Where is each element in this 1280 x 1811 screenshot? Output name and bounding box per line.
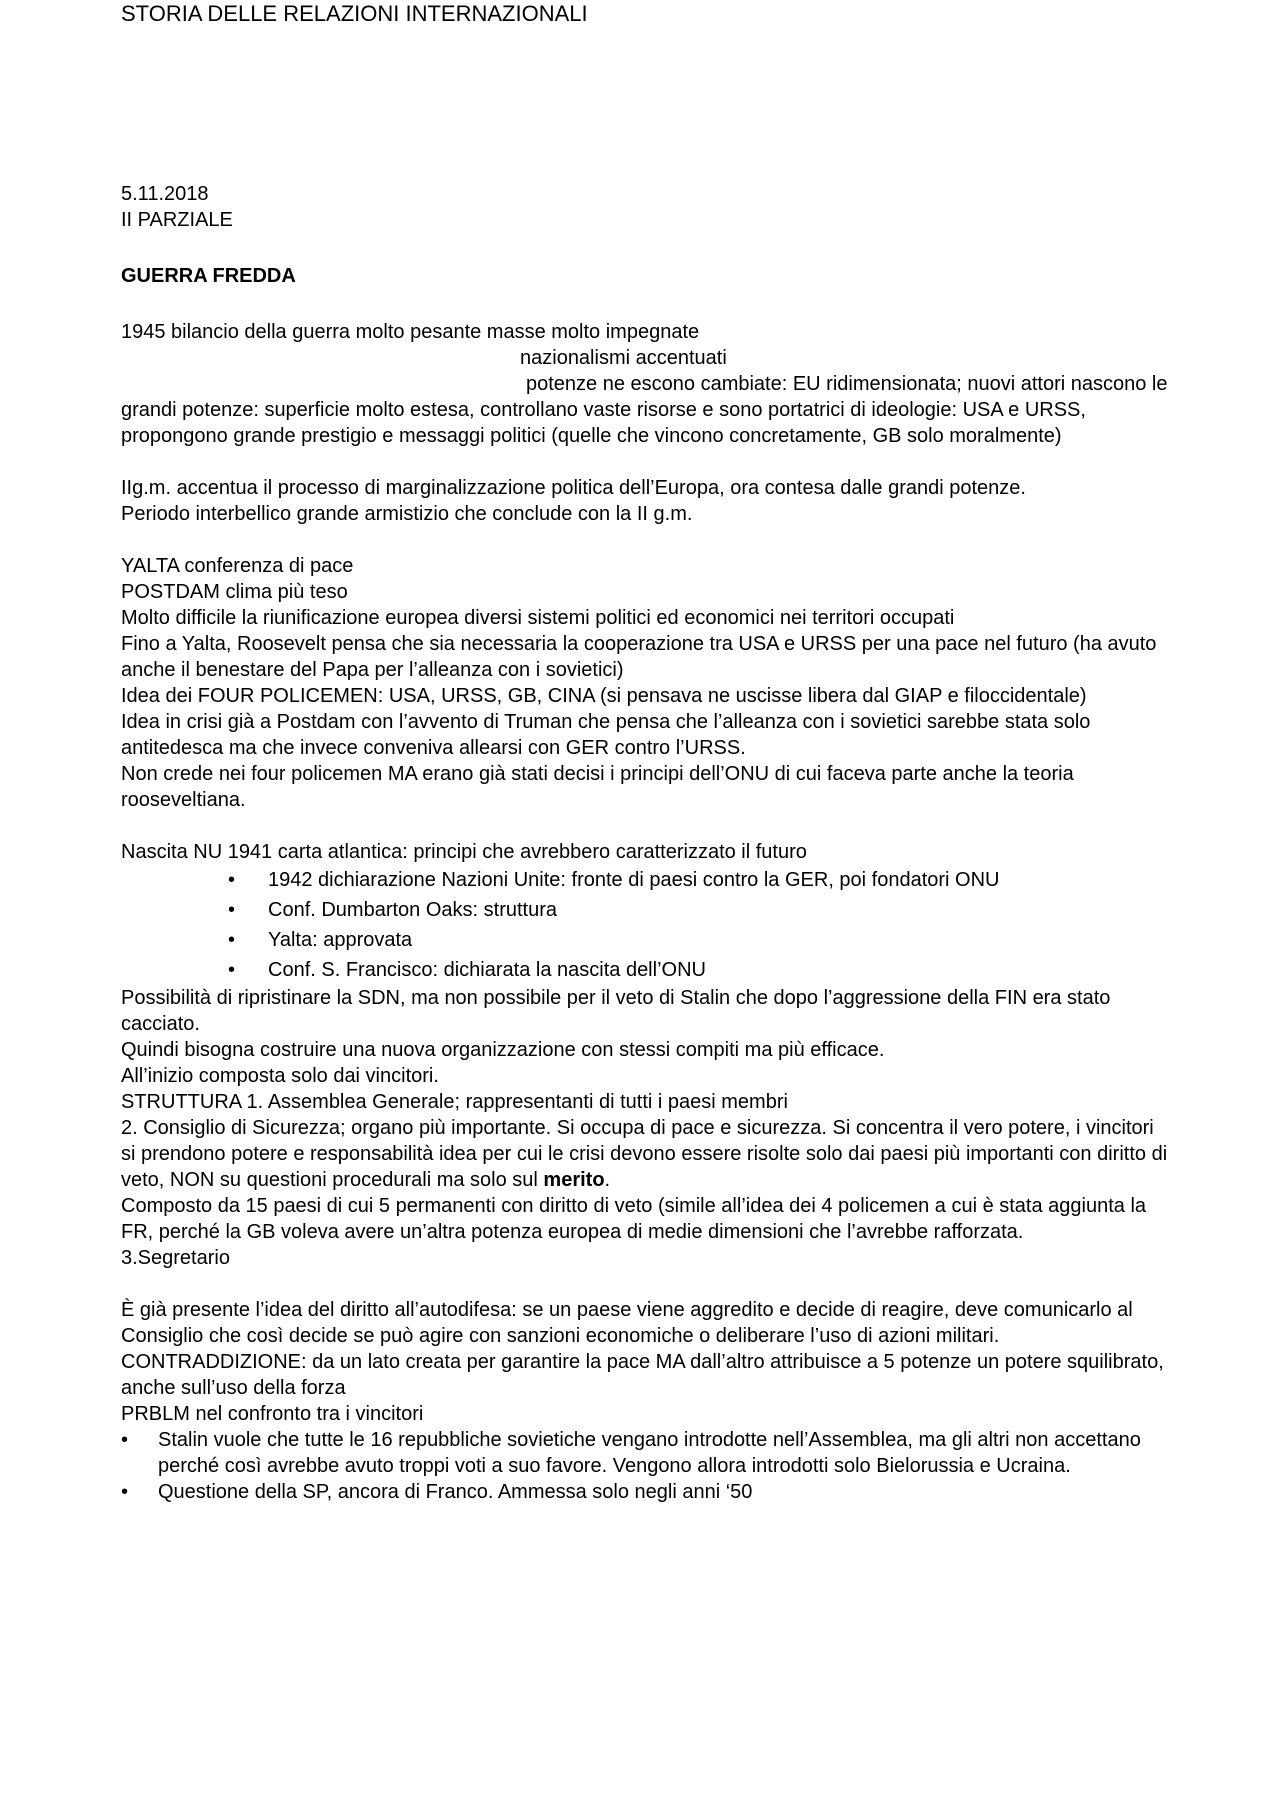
bullet-icon: • <box>228 869 236 891</box>
paragraph-line: Quindi bisogna costruire una nuova organizzazione con stessi compiti ma più efficace. <box>121 1039 885 1061</box>
paragraph-line: All’inizio composta solo dai vincitori. <box>121 1065 439 1087</box>
paragraph-line: CONTRADDIZIONE: da un lato creata per garantire la pace MA dall’altro attribuisce a 5 potenze un potere squilibrato, anche sull’uso della forza <box>121 1351 1164 1399</box>
paragraph-text: potenze ne escono cambiate: EU ridimensionata; nuovi attori nascono le grandi potenze: superficie molto estesa, controllano vaste risorse e sono portatrici di ideologie: USA e URSS, propongono grande prestigio e messaggi politici (quelle che vincono concretamente, GB solo moralmente) <box>121 373 1168 447</box>
paragraph-line: Idea dei FOUR POLICEMEN: USA, URSS, GB, CINA (si pensava ne uscisse libera dal GIAP e filoccidentale) <box>121 685 1087 707</box>
bullet-icon: • <box>121 1481 129 1503</box>
bullet-icon: • <box>228 929 236 951</box>
document-header: STORIA DELLE RELAZIONI INTERNAZIONALI <box>121 1 588 26</box>
paragraph-line: IIg.m. accentua il processo di marginalizzazione politica dell’Europa, ora contesa dalle grandi potenze. <box>121 477 1026 499</box>
paragraph-line: STRUTTURA 1. Assemblea Generale; rappresentanti di tutti i paesi membri <box>121 1091 788 1113</box>
paragraph-line: Idea in crisi già a Postdam con l’avvento di Truman che pensa che l’alleanza con i sovietici sarebbe stata solo antitedesca ma che invece conveniva allearsi con GER contro l’URSS. <box>121 711 1091 759</box>
date: 5.11.2018 <box>121 183 209 205</box>
bold-term: merito <box>543 1169 605 1191</box>
paragraph-line: È già presente l’idea del diritto all’autodifesa: se un paese viene aggredito e decide di reagire, deve comunicarlo al Consiglio che così decide se può agire con sanzioni economiche o deliberare l’uso di azioni militari. <box>121 1299 1133 1347</box>
paragraph-line: Possibilità di ripristinare la SDN, ma non possibile per il veto di Stalin che dopo l’aggressione della FIN era stato cacciato. <box>121 987 1111 1035</box>
list-item: • Stalin vuole che tutte le 16 repubbliche sovietiche vengano introdotte nell’Assemblea, ma gli altri non accettano perché così avrebbe avuto troppi voti a suo favore. Vengono allora introdotti solo Bielorussia e Ucraina. <box>121 1429 1141 1477</box>
paragraph-line: Non crede nei four policemen MA erano già stati decisi i principi dell’ONU di cui faceva parte anche la teoria rooseveltiana. <box>121 763 1074 811</box>
list-item: • Yalta: approvata <box>121 925 1173 955</box>
list-item: • 1942 dichiarazione Nazioni Unite: fronte di paesi contro la GER, poi fondatori ONU <box>121 865 1173 895</box>
paragraph-line: 2. Consiglio di Sicurezza; organo più importante. Si occupa di pace e sicurezza. Si concentra il vero potere, i vincitori si prendono potere e responsabilità idea per cui le crisi devono essere risolte solo dai paesi più importanti con diritto di veto, NON su questioni procedurali ma solo sul merito. <box>121 1117 1168 1191</box>
paragraph-line: YALTA conferenza di pace <box>121 555 354 577</box>
paragraph-line: PRBLM nel confronto tra i vincitori <box>121 1403 424 1425</box>
section-title: GUERRA FREDDA <box>121 265 296 287</box>
prblm-bullet-list <box>121 1427 1173 1505</box>
paragraph-line: Composto da 15 paesi di cui 5 permanenti con diritto di veto (simile all’idea dei 4 policemen a cui è stata aggiunta la FR, perché la GB voleva avere un’altra potenza europea di medie dimensioni che l’avrebbe rafforzata. <box>121 1195 1147 1243</box>
paragraph-line: POSTDAM clima più teso <box>121 581 348 603</box>
paragraph-line: Fino a Yalta, Roosevelt pensa che sia necessaria la cooperazione tra USA e URSS per una pace nel futuro (ha avuto anche il benestare del Papa per l’alleanza con i sovietici) <box>121 633 1157 681</box>
list-item: • Questione della SP, ancora di Franco. Ammessa solo negli anni ‘50 <box>121 1481 753 1503</box>
list-item: • Conf. Dumbarton Oaks: struttura <box>121 895 1173 925</box>
paragraph-line: Molto difficile la riunificazione europea diversi sistemi politici ed economici nei territori occupati <box>121 607 955 629</box>
subtitle: II PARZIALE <box>121 209 233 231</box>
paragraph-line: 1945 bilancio della guerra molto pesante masse molto impegnate <box>121 321 700 343</box>
document-body <box>121 181 1173 1505</box>
paragraph-line: Periodo interbellico grande armistizio che conclude con la II g.m. <box>121 503 693 525</box>
bullet-icon: • <box>121 1429 129 1451</box>
paragraph-line: Nascita NU 1941 carta atlantica: principi che avrebbero caratterizzato il futuro <box>121 841 807 863</box>
bullet-icon: • <box>228 959 236 981</box>
nu-bullet-list <box>121 865 1173 985</box>
bullet-icon: • <box>228 899 236 921</box>
paragraph-line: nazionalismi accentuati <box>520 347 727 369</box>
paragraph-line: 3.Segretario <box>121 1247 230 1269</box>
list-item: • Conf. S. Francisco: dichiarata la nascita dell’ONU <box>121 955 1173 985</box>
